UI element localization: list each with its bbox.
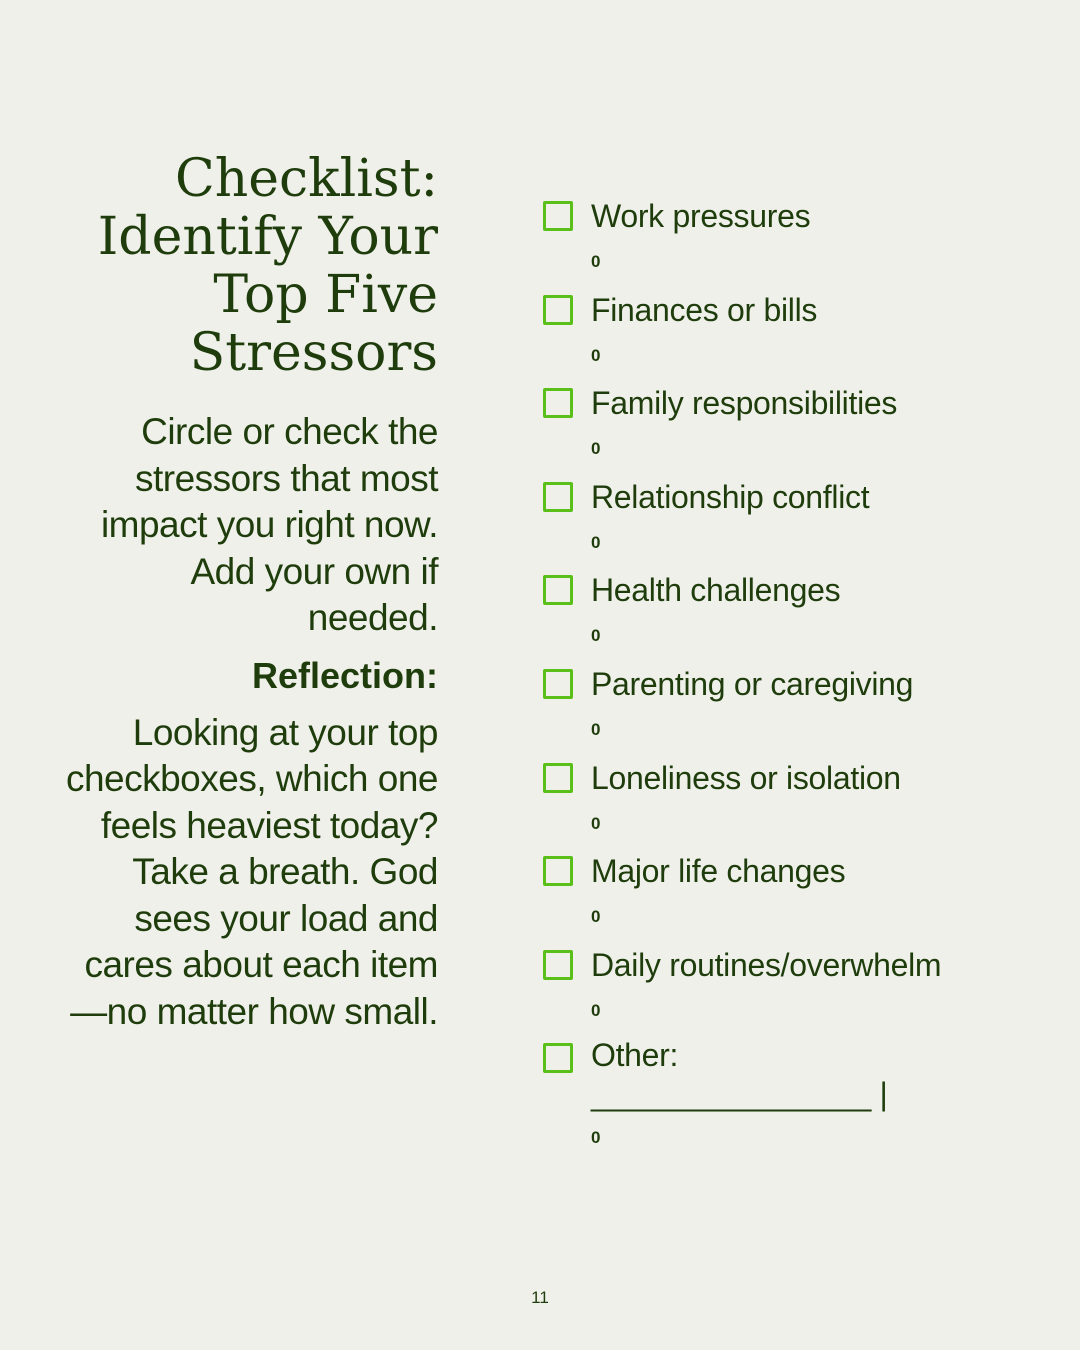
checklist-item-family [543,381,1043,475]
checklist-item-relationship [543,475,1043,569]
checklist-item-label: Daily routines/overwhelm [591,946,942,983]
checklist-item-label: Family responsibilities [591,385,898,422]
checklist-item-marker: 0 [591,626,601,646]
checklist-item-marker: 0 [591,252,601,271]
checkbox[interactable] [543,575,573,605]
checklist-item-marker: 0 [591,719,601,739]
checklist-item-label: Relationship conflict [591,478,870,515]
checklist-item-label: Other: ________________ | [591,1037,888,1113]
page-number: 11 [531,1288,549,1307]
checkbox[interactable] [543,763,573,793]
checkbox[interactable] [543,388,573,418]
reflection-body: Looking at your top checkboxes, which one feels heaviest today? Take a breath. God sees your load and cares about each item—no matter how small. [65,711,438,1032]
checklist-item-label: Health challenges [591,572,841,609]
checklist-item-marker: 0 [591,1000,601,1020]
checklist-item-label: Loneliness or isolation [591,759,901,796]
checklist-item-loneliness [543,756,1043,850]
checklist-item-label: Parenting or caregiving [591,665,914,702]
checkbox[interactable] [543,295,573,325]
checklist-item-other [543,1036,1043,1148]
left-column [60,150,438,1035]
checklist-item-label: Finances or bills [591,291,818,328]
checklist-item-parenting [543,662,1043,756]
checklist-item-marker: 0 [591,439,601,459]
checklist-item-marker: 0 [591,345,601,365]
page-title: Checklist: Identify Your Top Five Stressors [97,149,438,383]
intro-text: Circle or check the stressors that most impact you right now. Add your own if needed. [100,411,438,638]
reflection-heading: Reflection: [251,654,438,696]
checklist-item-label: Major life changes [591,853,846,890]
checklist-item-marker: 0 [591,813,601,833]
checklist-item-health [543,568,1043,662]
checklist-item-label: Work pressures [591,198,811,234]
checklist-item-daily-routines [543,943,1043,1037]
checkbox[interactable] [543,950,573,980]
checklist-item-marker: 0 [591,907,601,927]
checklist-item-work-pressures [543,194,1043,288]
checklist-item-marker: 0 [591,1128,601,1148]
checkbox[interactable] [543,201,573,231]
checklist-item-marker: 0 [591,532,601,552]
stressor-checklist [543,194,1043,1148]
checkbox[interactable] [543,856,573,886]
checklist-item-finances [543,288,1043,382]
checkbox[interactable] [543,1043,573,1073]
checkbox[interactable] [543,482,573,512]
checklist-item-life-changes [543,849,1043,943]
checkbox[interactable] [543,669,573,699]
